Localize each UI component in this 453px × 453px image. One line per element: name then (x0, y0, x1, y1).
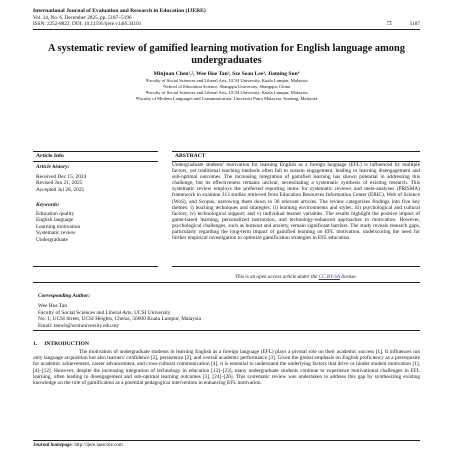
keyword-item: English language (36, 217, 74, 224)
header-rule (33, 29, 420, 30)
abstract-heading: ABSTRACT (175, 153, 206, 159)
abstract-body: Undergraduate students' motivation for learning English as a foreign language (EFL) is influenced by multiple factors, yet traditional teaching methods often fail to sustain engagement, leading to learning disengagement and sub-optimal outcomes. The increasing integration of gamified learning has shown potential in addressing this challenge, but its effectiveness remains unclear, necessitating a systematic synthesis of existing research. This systematic review employs the preferred reporting items for systematic reviews and meta-analyses (PRISMA) framework to examine 313 studies retrieved from Education Resources Information Center (ERIC), Web of Science (WoS), and Scopus, narrowing them down to 36 relevant articles. The review categorizes findings into five key themes: i) teaching techniques and strategies; ii) learning environments and styles; iii) psychological and cultural factors; iv) technological support; and v) individual learner variables. The results highlight the positive impact of game-based learning, personalized instruction, and technology-enhanced approaches to motivation. However, psychological challenges, such as burnout and anxiety, remain significant barriers. The study reveals research gaps, particularly regarding the long-term impact of gamified learning on EFL motivation, underscoring the need for further empirical investigation to optimize gamification strategies in EFL education. (172, 162, 420, 242)
affiliation-1: ¹Faculty of Social Sciences and Liberal Arts, UCSI University, Kuala Lumpur, Malaysia (145, 78, 308, 83)
corr-dept: Faculty of Social Sciences and Liberal Arts, UCSI University (38, 309, 171, 316)
journal-name: International Journal of Evaluation and Research in Education (IJERE) (33, 8, 206, 14)
volume-info: Vol. 14, No. 6, December 2025, pp. 5187~5196 (33, 15, 132, 21)
corr-top-rule (33, 282, 420, 283)
journal-homepage-link[interactable]: : http://ijere.iaescore.com (71, 443, 123, 448)
affiliations (33, 78, 420, 102)
footer-label: Journal homepage (33, 443, 72, 448)
history-label: Article history: (36, 164, 70, 170)
article-history (36, 174, 86, 193)
keyword-item: Learning motivation (36, 223, 81, 230)
corr-address: No. 1, UCSI Street, UCSI Heights, Cheras, 56000 Kuala Lumpur, Malaysia (38, 316, 201, 323)
keywords-label: Keywords: (36, 202, 60, 208)
keyword-item: Systematic review (36, 230, 76, 237)
issn-doi: ISSN: 2252-8822, DOI: 10.11591/ijere.v14i6.34101 (33, 21, 142, 27)
footer-rule (33, 440, 420, 441)
intro-heading: 1. INTRODUCTION (33, 341, 89, 347)
paper-title: A systematic review of gamified learning motivation for English language among undergraduates (48, 43, 405, 66)
intro-body: The motivation of undergraduate students in learning English as a foreign language (EFL) plays a pivotal role on their academic success [1]. It influences not only language acquisition but also learners' confidence [2], persistence [2], and overall academic performance [3]. Given the global emphasis on English proficiency as a prerequisite for academic achievement, career advancement, and cross-cultural communication [4], it is essential to understand the underlying factors that drive or hinder student motivation [1], [4]–[12]. However, despite the increasing integration of technology in education [13]–[23], many undergraduate students continue to experience motivational challenges in EFL learning, often leading to disengagement and sub-optimal learning outcomes [3], [24]–[26]. This systematic review was undertaken to address this gap by synthesizing existing knowledge on the role of gamification as a potential pedagogical intervention in enhancing EFL motivation. (33, 349, 420, 387)
license-suffix: license. (339, 274, 357, 280)
abstract-top-rule (172, 151, 420, 152)
corr-label: Corresponding Author: (38, 293, 91, 299)
license-link[interactable]: CC BY-SA (318, 274, 340, 280)
affiliation-4: ⁴Faculty of Modern Languages and Communication, Universiti Putra Malaysia, Serdang, Malaysia (135, 96, 318, 101)
license-note (172, 274, 420, 281)
keyword-item: Undergraduate (36, 236, 68, 243)
license-text: This is an open access article under the (235, 274, 319, 280)
keyword-item: Education quality (36, 211, 75, 217)
received-date: Received Dec 15, 2024 (36, 174, 87, 180)
article-info-heading: Article Info (36, 153, 64, 159)
corr-name: Wee Hoe Tan (38, 303, 68, 309)
corr-bottom-rule (33, 330, 420, 331)
author-list: Minjuan Chen¹,², Wee Hoe Tan³, Sze Seau Lee³, Jiaming Sun⁴ (153, 71, 300, 77)
abstract-bottom-rule (172, 266, 420, 267)
keyword-list (36, 211, 80, 243)
info-bottom-rule (33, 266, 158, 267)
corresponding-author (38, 293, 418, 329)
affiliation-2: ²School of Education Science, Shangqiu University, Shangqiu, China (162, 84, 291, 89)
revised-date: Revised Jun 21, 2025 (36, 180, 83, 187)
page-number: 5187 (409, 21, 420, 27)
info-top-rule (33, 151, 158, 152)
accepted-date: Accepted Jul 28, 2025 (36, 186, 85, 193)
page-footer (33, 443, 123, 449)
issn-line (33, 21, 420, 28)
page-marker (387, 21, 420, 28)
affiliation-3: ³Faculty of Social Sciences and Liberal Arts, UCSI University, Kuala Lumpur, Malaysia (145, 90, 308, 95)
page-icon: ❐ (386, 21, 392, 27)
corr-email[interactable]: Email: tanwh@ucsiuniversity.edu.my (38, 322, 120, 329)
info-head-rule (33, 161, 158, 162)
